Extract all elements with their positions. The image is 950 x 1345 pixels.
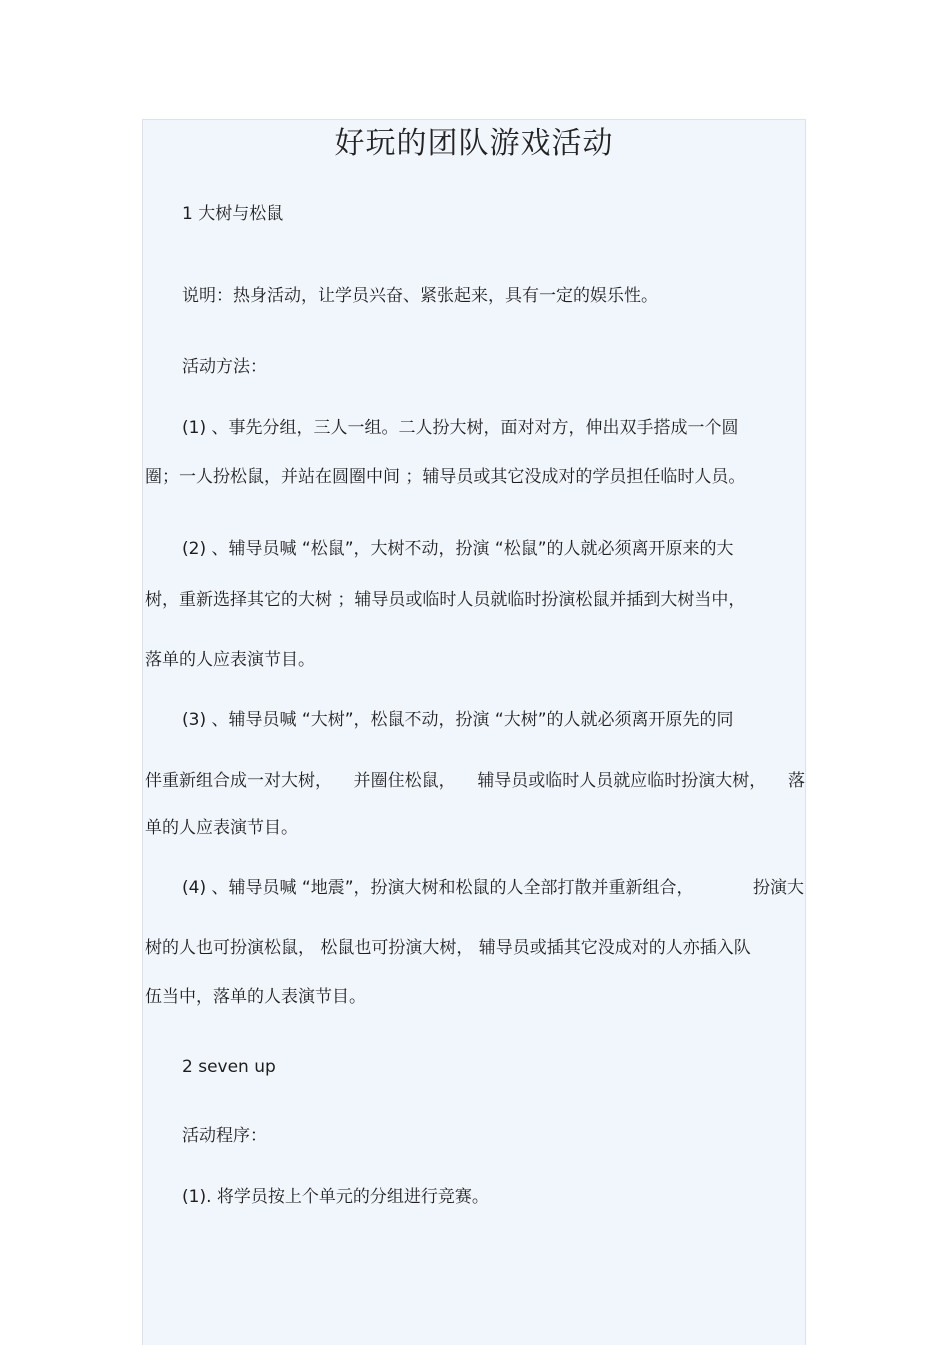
game2-procedure-label: 活动程序： <box>182 1126 267 1146</box>
game1-step4-line1 <box>182 876 804 900</box>
game1-step3-line2 <box>145 769 805 793</box>
game1-step3-line2-part-a: 伴重新组合成一对大树， <box>145 771 332 791</box>
game1-method-label: 活动方法： <box>182 357 267 377</box>
game1-step1-line1: (1) 、事先分组，三人一组。二人扮大树，面对对方，伸出双手搭成一个圆 <box>182 418 739 438</box>
game1-step4-line1-part-a: (4) 、辅导员喊 “地震”，扮演大树和松鼠的人全部打散并重新组合， <box>182 878 694 898</box>
game1-description: 说明：热身活动，让学员兴奋、紧张起来，具有一定的娱乐性。 <box>182 286 658 306</box>
game1-step3-line3: 单的人应表演节目。 <box>145 818 298 838</box>
game1-step3-line2-part-b: 并圈住松鼠， <box>353 771 456 791</box>
document-title: 好玩的团队游戏活动 <box>334 126 614 161</box>
game2-step1: (1). 将学员按上个单元的分组进行竞赛。 <box>182 1187 489 1207</box>
game1-step4-line1-part-b: 扮演大 <box>753 878 804 898</box>
game1-step2-line2: 树，重新选择其它的大树 ；辅导员或临时人员就临时扮演松鼠并插到大树当中， <box>145 590 746 610</box>
game1-step3-line2-part-d: 落 <box>787 771 805 791</box>
game1-step3-line2-part-c: 辅导员或临时人员就应临时扮演大树， <box>477 771 767 791</box>
game1-step4-line2: 树的人也可扮演松鼠， 松鼠也可扮演大树， 辅导员或插其它没成对的人亦插入队 <box>145 938 751 958</box>
game1-step4-line3: 伍当中，落单的人表演节目。 <box>145 987 366 1007</box>
game2-heading: 2 seven up <box>182 1057 276 1077</box>
game1-step3-line1: (3) 、辅导员喊 “大树”，松鼠不动，扮演 “大树”的人就必须离开原先的同 <box>182 710 734 730</box>
game1-step2-line3: 落单的人应表演节目。 <box>145 650 315 670</box>
game1-step2-line1: (2) 、辅导员喊 “松鼠”，大树不动，扮演 “松鼠”的人就必须离开原来的大 <box>182 539 734 559</box>
game1-step1-line2: 圈；一人扮松鼠，并站在圆圈中间 ；辅导员或其它没成对的学员担任临时人员。 <box>145 467 746 487</box>
game1-heading: 1 大树与松鼠 <box>182 204 284 224</box>
